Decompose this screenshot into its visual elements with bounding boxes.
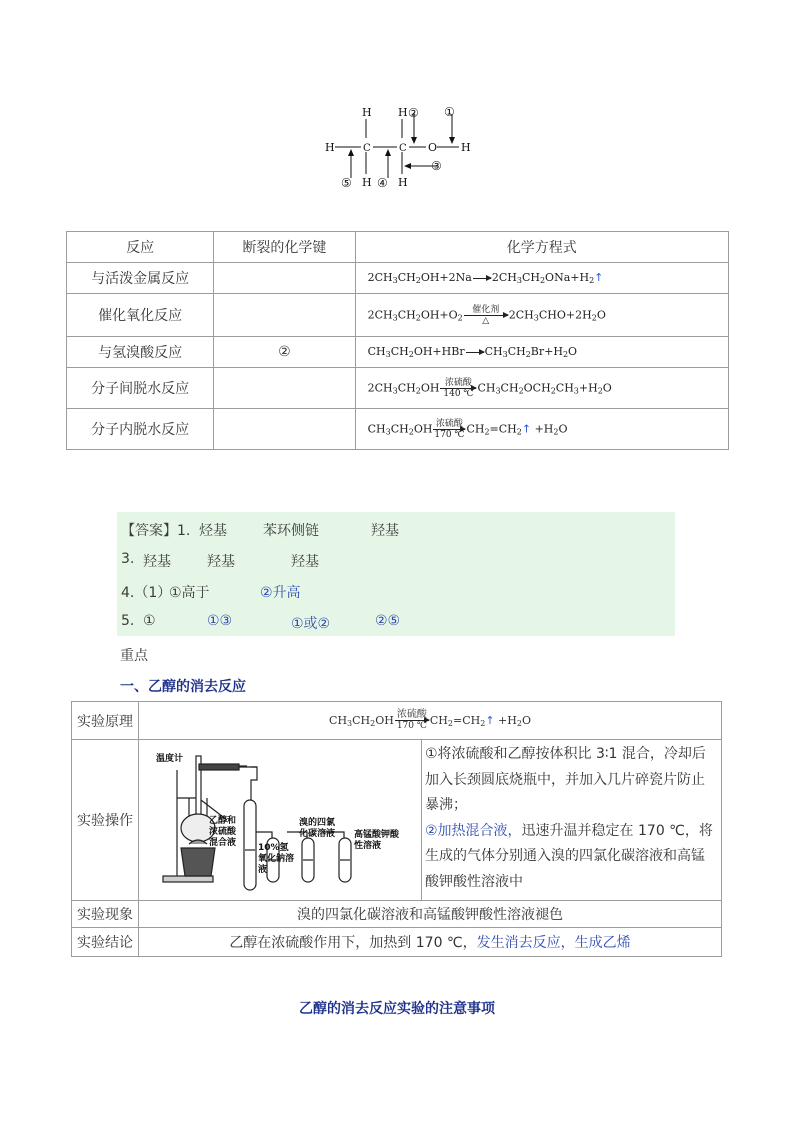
tube1-label: 10%氢氧化钠溶液 (258, 843, 295, 875)
operation-step-2-highlight: ②加热混合液， (425, 822, 522, 839)
reaction-table (66, 231, 729, 450)
answer-item: ②升高 (260, 585, 301, 601)
temperature-label: 170 ℃ (396, 721, 427, 731)
reaction-name: 分子间脱水反应 (67, 368, 214, 409)
section-heading: 一、乙醇的消去反应 (120, 679, 246, 695)
atom-o: O (428, 141, 438, 154)
footer-heading: 乙醇的消去反应实验的注意事项 (299, 1001, 495, 1017)
answer-item: ① (143, 613, 156, 629)
atom-h-bottom-2: H (398, 176, 408, 189)
phenomenon-cell: 溴的四氯化碳溶液和高锰酸钾酸性溶液褪色 (139, 901, 722, 928)
reaction-name: 与活泼金属反应 (67, 263, 214, 294)
answer-label: 【答案】1. (121, 523, 191, 539)
acid-label: 浓硫酸 (444, 377, 472, 388)
apparatus-diagram (139, 740, 421, 900)
table-row (67, 337, 729, 368)
header-bond: 断裂的化学键 (214, 232, 355, 263)
answer-box (117, 512, 675, 636)
bond-cell (214, 368, 355, 409)
answer-item: ②⑤ (375, 613, 401, 629)
bond-cell (214, 409, 355, 450)
answer-item: 羟基 (207, 554, 235, 570)
equation-cell: $2CH_3CH_2OH+O_2$ 催化剂 △ $2CH_3CHO+2H_2O$ (355, 294, 728, 337)
marker-5: ⑤ (341, 176, 352, 190)
answer-label: 3. (121, 551, 135, 567)
answer-item: ①高于 (169, 585, 210, 601)
conclusion-cell (139, 928, 722, 957)
conclusion-text: 乙醇在浓硫酸作用下，加热到 170 ℃， (229, 935, 477, 951)
answer-item: ①③ (207, 613, 233, 629)
marker-4: ④ (377, 176, 388, 190)
answer-item: 羟基 (371, 523, 399, 539)
atom-c-1: C (363, 143, 371, 154)
equation-cell: $2CH_3CH_2OH$ 浓硫酸 140 ℃ $CH_3CH_2OCH_2CH_3+H_2O$ (355, 368, 728, 409)
answer-item: 苯环侧链 (263, 523, 319, 539)
flask-label: 乙醇和浓硫酸混合液 (209, 816, 237, 848)
acid-label: 浓硫酸 (435, 418, 463, 429)
atom-h-right: H (461, 141, 471, 154)
atom-h-top-1: H (362, 106, 372, 119)
atom-h-left: H (325, 141, 335, 154)
equation-cell: $CH_3CH_2OH$ 浓硫酸 170 ℃ $CH_2=CH_2↑ +H_2O$ (355, 409, 728, 450)
table-row (72, 740, 722, 901)
tube3-label: 高锰酸钾酸性溶液 (354, 830, 400, 851)
marker-3: ③ (431, 159, 442, 173)
gas-arrow-icon: ↑ (594, 271, 604, 284)
equation-cell: $2CH_3CH_2OH+2Na$ $2CH_3CH_2ONa+H_2↑$ (355, 263, 728, 294)
table-row (67, 409, 729, 450)
answer-item: ①或② (291, 616, 331, 632)
atom-h-bottom-1: H (362, 176, 372, 189)
row-label: 实验操作 (72, 740, 139, 901)
atom-c-2: C (399, 143, 407, 154)
table-header-row (67, 232, 729, 263)
table-row (67, 294, 729, 337)
bond-cell: ② (214, 337, 355, 368)
gas-arrow-icon: ↑ (485, 713, 495, 727)
atom-h-top-2: H (398, 106, 408, 119)
marker-1: ① (444, 105, 455, 119)
heat-symbol: △ (482, 315, 490, 326)
reaction-name: 催化氧化反应 (67, 294, 214, 337)
row-label: 实验原理 (72, 702, 139, 740)
ethanol-structure-diagram (318, 100, 483, 192)
operation-cell (139, 740, 722, 901)
header-reaction: 反应 (67, 232, 214, 263)
experiment-table (71, 701, 722, 957)
temperature-label: 170 ℃ (434, 429, 465, 440)
conclusion-highlight: 发生消去反应，生成乙烯 (476, 935, 631, 951)
header-equation: 化学方程式 (355, 232, 728, 263)
table-row (67, 263, 729, 294)
row-label: 实验现象 (72, 901, 139, 928)
operation-step-1: ①将浓硫酸和乙醇按体积比 3∶1 混合，冷却后加入长颈圆底烧瓶中，并加入几片碎瓷片防止暴沸； (425, 746, 706, 813)
answer-item: 烃基 (199, 523, 227, 539)
principle-equation: $CH_3CH_2OH$ 浓硫酸 170 ℃ $CH_2=CH_2↑ +H_2O$ (139, 702, 722, 740)
table-row (72, 901, 722, 928)
equation-cell: $CH_3CH_2OH+HBr$ $CH_3CH_2Br+H_2O$ (355, 337, 728, 368)
answer-label: 4.（1） (121, 585, 172, 601)
table-row (67, 368, 729, 409)
thermometer-label: 温度计 (156, 754, 184, 764)
answer-item: 羟基 (291, 554, 319, 570)
bond-cell (214, 294, 355, 337)
reaction-name: 与氢溴酸反应 (67, 337, 214, 368)
gas-arrow-icon: ↑ (521, 422, 532, 435)
operation-step-2: 迅速升温并稳定在 170 ℃，将生成的气体分别通入溴的四氯化碳溶液和高锰酸钾酸性溶液中 (425, 822, 713, 890)
marker-2: ② (408, 106, 419, 120)
apparatus-cell (139, 740, 422, 900)
answer-item: 羟基 (143, 554, 171, 570)
table-row (72, 702, 722, 740)
key-label: 重点 (120, 648, 148, 664)
bond-cell (214, 263, 355, 294)
row-label: 实验结论 (72, 928, 139, 957)
tube2-label: 溴的四氯化碳溶液 (299, 818, 336, 839)
table-row (72, 928, 722, 957)
answer-label: 5. (121, 613, 135, 629)
operation-text (422, 740, 721, 900)
catalyst-label: 催化剂 (472, 304, 500, 315)
acid-label: 浓硫酸 (396, 709, 427, 720)
temperature-label: 140 ℃ (443, 388, 474, 399)
reaction-name: 分子内脱水反应 (67, 409, 214, 450)
